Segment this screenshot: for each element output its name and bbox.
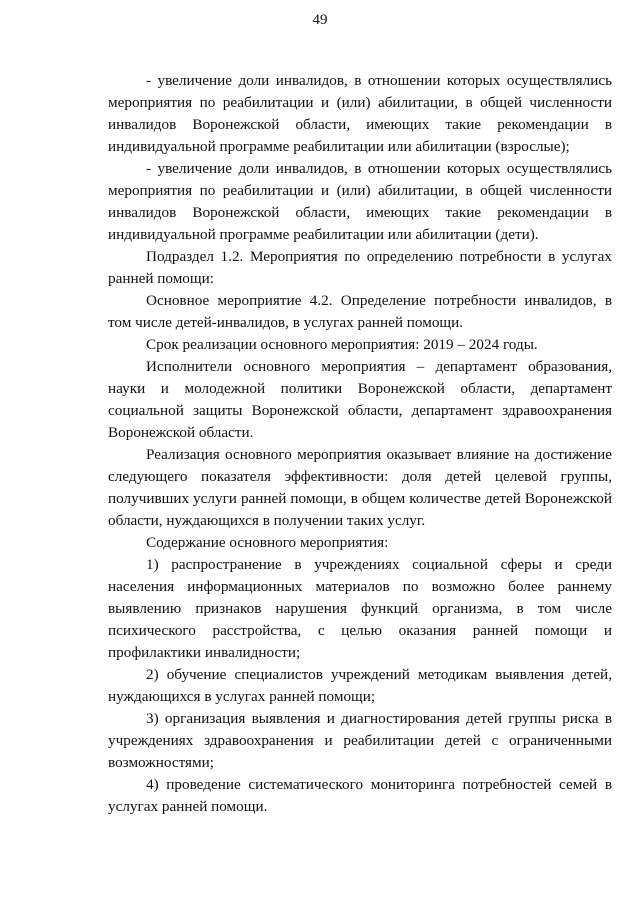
executors: Исполнители основного мероприятия – департамент образования, науки и молодежной политики Воронежской области, департамент социальной защиты Воронежской области, департамент здравоохранения Воронежской области.	[108, 358, 612, 441]
page-number: 49	[312, 12, 328, 28]
list-item-1: 1) распространение в учреждениях социальной сферы и среди населения информационных материалов по возможно более раннему выявлению признаков нарушения функций организма, в том числе психического расстройства, с целью оказания ранней помощи и профилактики инвалидности;	[108, 556, 612, 661]
effectiveness-indicator: Реализация основного мероприятия оказывает влияние на достижение следующего показателя эффективности: доля детей целевой группы, получивших услуги ранней помощи, в общем количестве детей Воронежской области, нуждающихся в получении таких услуг.	[108, 446, 612, 529]
main-activity-title: Основное мероприятие 4.2. Определение потребности инвалидов, в том числе детей-инвалидов, в услугах ранней помощи.	[108, 292, 612, 331]
document-body	[108, 70, 612, 818]
list-item-3: 3) организация выявления и диагностирования детей группы риска в учреждениях здравоохранения и реабилитации детей с ограниченными возможностями;	[108, 710, 612, 771]
paragraph-indicator-children: - увеличение доли инвалидов, в отношении которых осуществлялись мероприятия по реабилитации и (или) абилитации, в общей численности инвалидов Воронежской области, имеющих такие рекомендации в индивидуальной программе реабилитации или абилитации (дети).	[108, 160, 612, 243]
paragraph-indicator-adults: - увеличение доли инвалидов, в отношении которых осуществлялись мероприятия по реабилитации и (или) абилитации, в общей численности инвалидов Воронежской области, имеющих такие рекомендации в индивидуальной программе реабилитации или абилитации (взрослые);	[108, 72, 612, 155]
list-item-2: 2) обучение специалистов учреждений методикам выявления детей, нуждающихся в услугах ранней помощи;	[108, 666, 612, 705]
list-item-4: 4) проведение систематического мониторинга потребностей семей в услугах ранней помощи.	[108, 776, 612, 815]
subsection-heading: Подраздел 1.2. Мероприятия по определению потребности в услугах ранней помощи:	[108, 248, 612, 287]
implementation-period: Срок реализации основного мероприятия: 2019 – 2024 годы.	[146, 336, 538, 353]
content-heading: Содержание основного мероприятия:	[146, 534, 389, 551]
